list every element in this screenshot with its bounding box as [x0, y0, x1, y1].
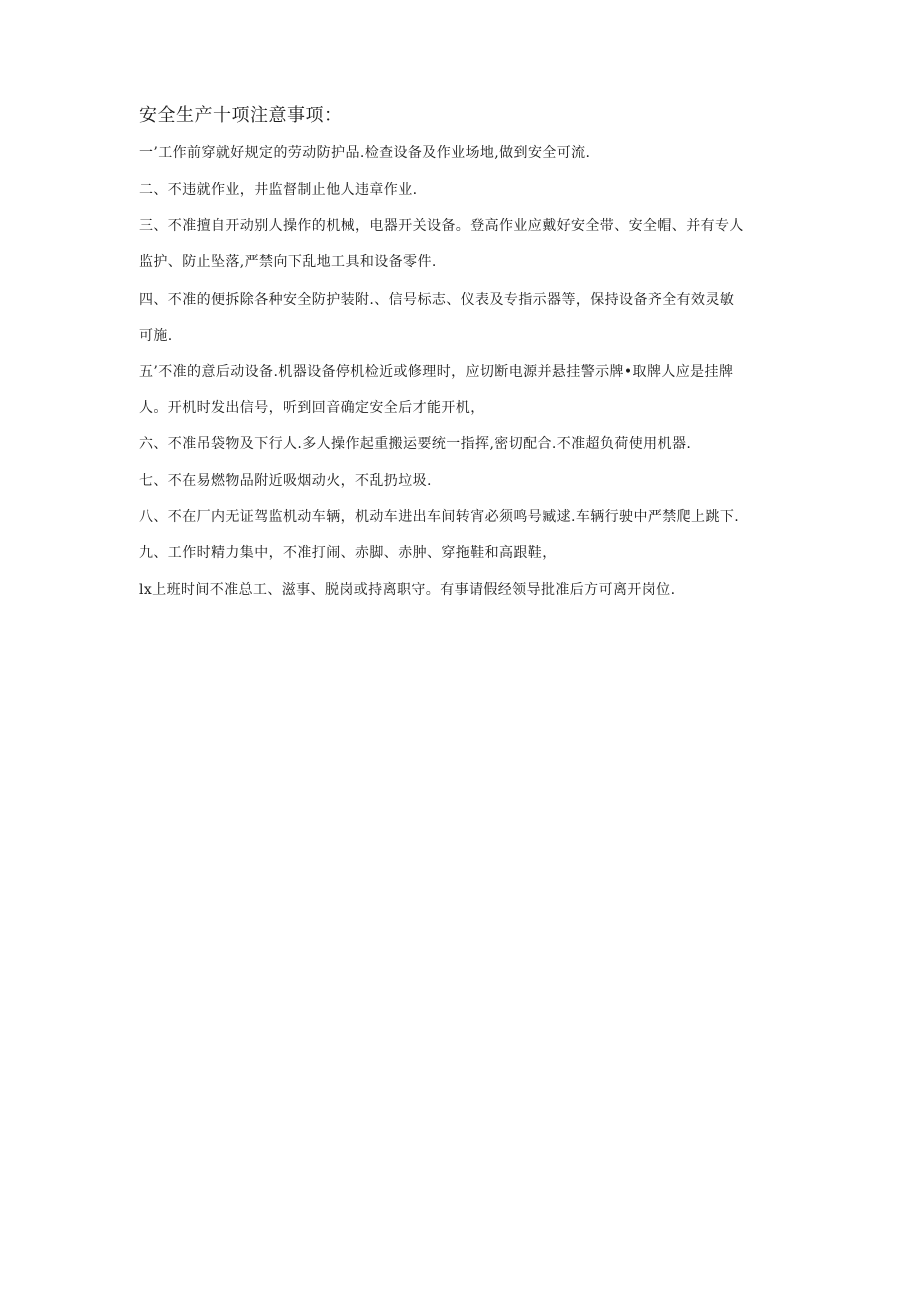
rule-line-7: 七、不在易燃物品附近吸烟动火，不乱扔垃圾.: [139, 473, 432, 489]
document-title: 安全生产十项注意事项：: [139, 105, 343, 126]
rule-line-9: 九、工作时精力集中，不准打闹、赤脚、赤肿、穿拖鞋和高跟鞋，: [139, 545, 557, 561]
rule-line-3-cont: 监护、防止坠落,严禁向下乱地工具和设备零件.: [139, 254, 437, 270]
rule-line-2: 二、不违就作业，井监督制止他人违章作业.: [139, 182, 418, 198]
rule-line-5-cont: 人。开机时发出信号，听到回音确定安全后才能开机，: [139, 400, 485, 416]
rule-line-1: 一’工作前穿就好规定的劳动防护品.检查设备及作业场地,做到安全可流.: [139, 145, 591, 161]
rule-line-4: 四、不准的便拆除各种安全防护装附.、信号标志、仪表及专指示器等，保持设备齐全有效灵敏: [139, 292, 735, 308]
rule-line-5: 五’不准的意后动设备.机器设备停机检近或修理时，应切断电源并悬挂警示牌•取牌人应是挂牌: [139, 364, 734, 380]
rule-line-10: lx上班时间不准总工、滋事、脱岗或持离职守。有事请假经领导批准后方可离开岗位.: [139, 582, 676, 598]
rule-line-3: 三、不准擅自开动别人操作的机械，电器开关设备。登高作业应戴好安全带、安全帽、并有专人: [139, 218, 744, 234]
rule-line-6: 六、不准吊袋物及下行人.多人操作起重搬运要统一指挥,密切配合.不准超负荷使用机器.: [139, 436, 692, 452]
rule-line-8: 八、不在厂内无证驾监机动车辆，机动车进出车间转宵必须鸣号臧逑.车辆行驶中严禁爬上跳下.: [139, 509, 740, 525]
rule-line-4-cont: 可施.: [139, 328, 173, 344]
